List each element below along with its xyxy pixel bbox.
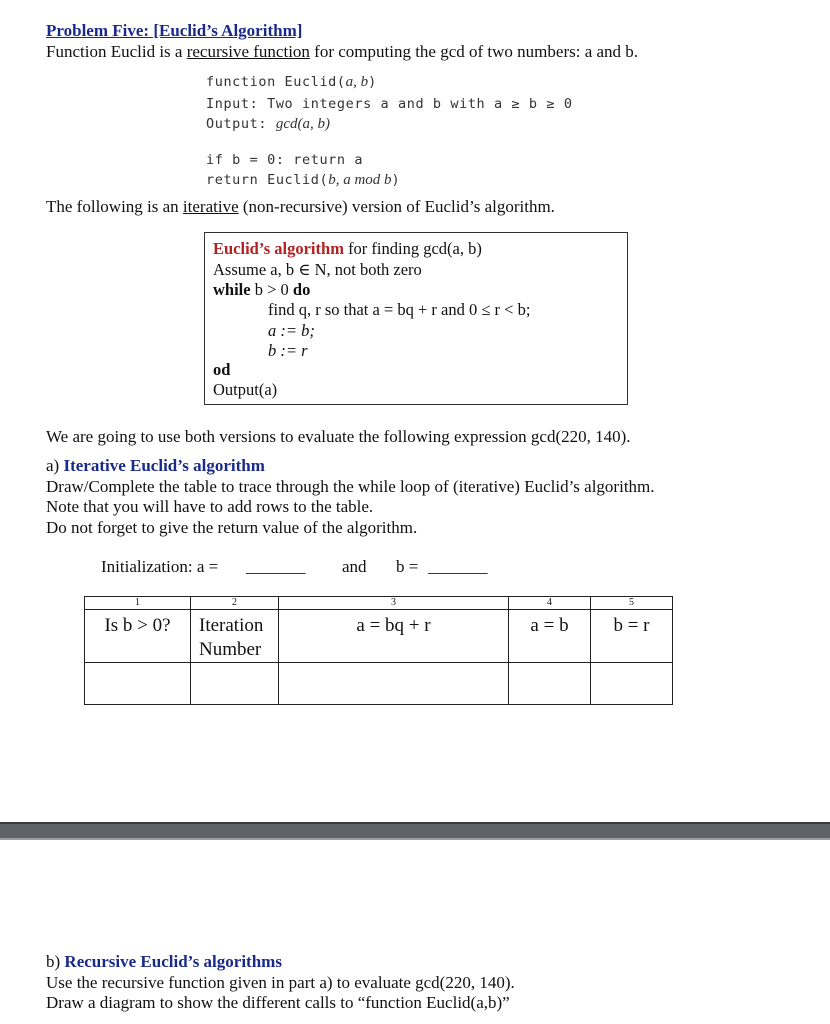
part-a-line2: Note that you will have to add rows to the table. [46, 497, 374, 516]
page-separator-bar [0, 822, 830, 840]
table-cell[interactable] [279, 663, 509, 705]
col-header-3: 3 a = bq + r [279, 597, 509, 663]
part-b-line1: Use the recursive function given in part a) to evaluate gcd(220, 140). [46, 973, 515, 992]
algo-assume: Assume a, b ∈ N, not both zero [213, 260, 422, 279]
algo-while: while b > 0 do [213, 280, 311, 299]
trace-table [84, 596, 673, 705]
col-header-2: 2 Iteration Number [191, 597, 279, 663]
init-label: Initialization: a = [101, 557, 219, 576]
init-and: and [342, 557, 367, 576]
part-a-heading: a) Iterative Euclid’s algorithm [46, 456, 265, 475]
part-b-line2: Draw a diagram to show the different calls to “function Euclid(a,b)” [46, 993, 510, 1012]
col-header-5: 5 b = r [591, 597, 673, 663]
algo-output: Output(a) [213, 380, 278, 399]
algo-od: od [213, 360, 231, 379]
code-function-line: function Euclid(a, b) [206, 74, 377, 90]
algo-assign-a: a := b; [268, 321, 315, 340]
code-if-line: if b = 0: return a [206, 152, 364, 168]
code-return-line: return Euclid(b, a mod b) [206, 172, 401, 188]
col-header-1: 1 Is b > 0? [85, 597, 191, 663]
table-cell[interactable] [591, 663, 673, 705]
problem-intro: Function Euclid is a recursive function for computing the gcd of two numbers: a and b. [46, 42, 639, 61]
part-a-line1: Draw/Complete the table to trace through the while loop of (iterative) Euclid’s algorithm. [46, 477, 655, 496]
table-cell[interactable] [191, 663, 279, 705]
col-header-4: 4 a = b [509, 597, 591, 663]
init-a-blank[interactable]: _______ [246, 557, 306, 576]
table-header-row [85, 597, 673, 663]
part-b-heading: b) Recursive Euclid’s algorithms [46, 952, 282, 971]
table-row[interactable] [85, 663, 673, 705]
algo-find: find q, r so that a = bq + r and 0 ≤ r < b; [268, 300, 531, 319]
recursive-function-link: recursive function [186, 42, 310, 61]
init-b-label: b = [396, 557, 419, 576]
init-b-blank[interactable]: _______ [428, 557, 488, 576]
code-output-line: Output: gcd(a, b) [206, 116, 330, 132]
algo-assign-b: b := r [268, 341, 308, 360]
evaluate-text: We are going to use both versions to evaluate the following expression gcd(220, 140). [46, 427, 631, 446]
algo-title: Euclid’s algorithm for finding gcd(a, b) [213, 239, 482, 258]
code-input-line: Input: Two integers a and b with a ≥ b ≥ 0 [206, 96, 573, 112]
table-cell[interactable] [85, 663, 191, 705]
problem-title: Problem Five: [Euclid’s Algorithm] [46, 21, 303, 40]
iterative-intro: The following is an iterative (non-recursive) version of Euclid’s algorithm. [46, 197, 555, 216]
table-cell[interactable] [509, 663, 591, 705]
algorithm-box [204, 232, 628, 405]
part-a-line3: Do not forget to give the return value of the algorithm. [46, 518, 418, 537]
